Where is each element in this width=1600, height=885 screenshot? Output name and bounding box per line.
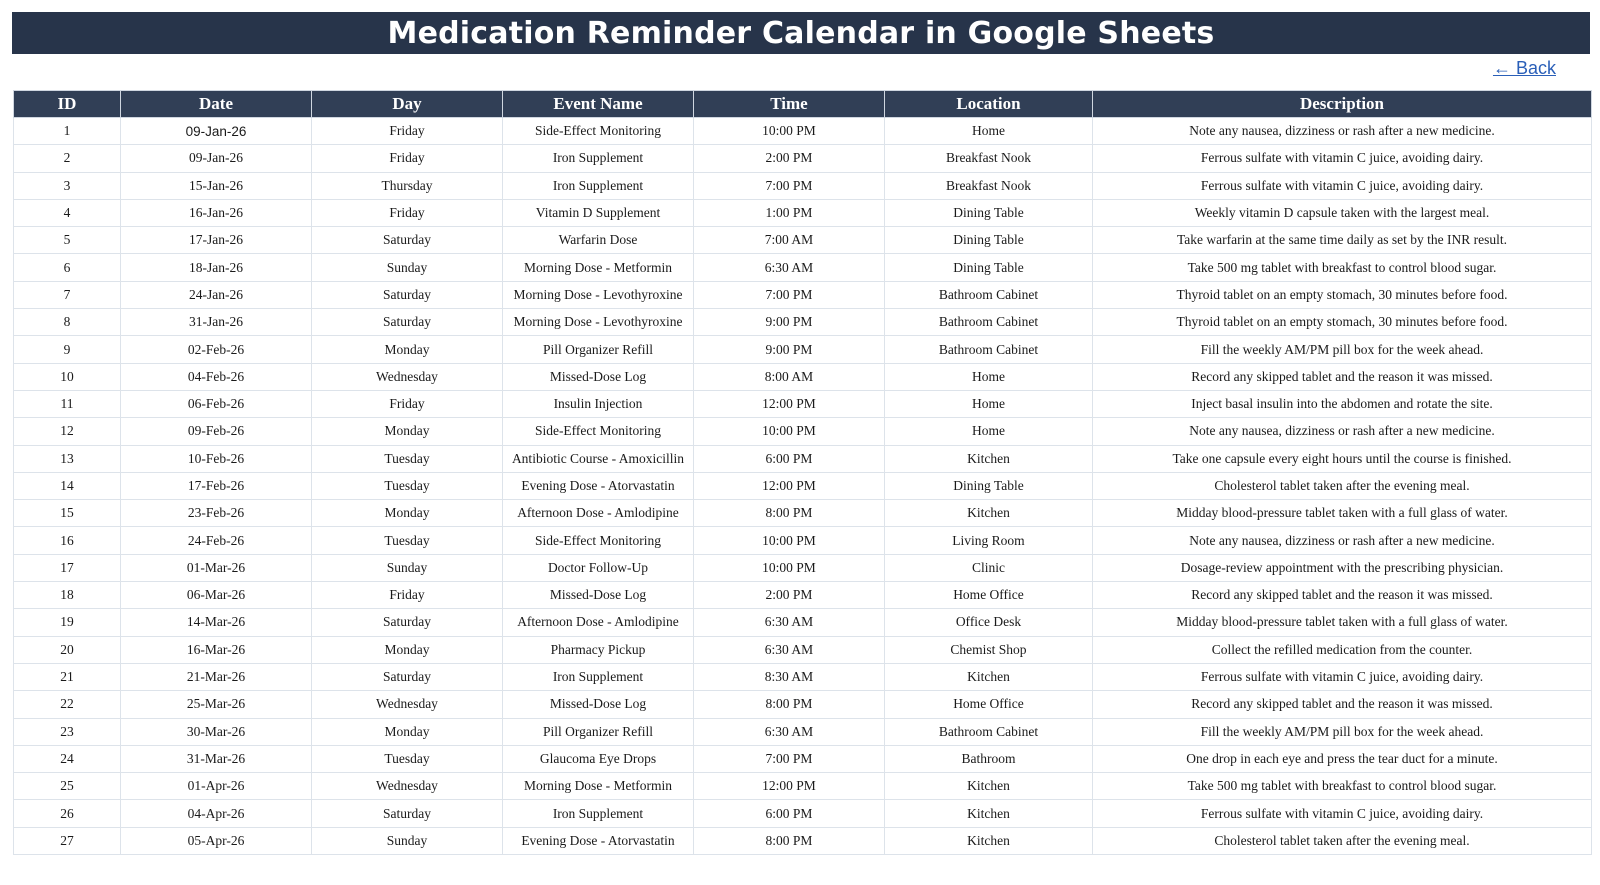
cell-time[interactable]: 6:30 AM: [694, 254, 885, 281]
cell-date[interactable]: 16-Jan-26: [121, 199, 312, 226]
cell-id[interactable]: 11: [14, 390, 121, 417]
table-row[interactable]: [14, 745, 1592, 772]
table-row[interactable]: [14, 527, 1592, 554]
cell-event-name[interactable]: Doctor Follow-Up: [503, 554, 694, 581]
cell-day[interactable]: Tuesday: [312, 472, 503, 499]
cell-id[interactable]: 10: [14, 363, 121, 390]
cell-event-name[interactable]: Evening Dose - Atorvastatin: [503, 472, 694, 499]
cell-date[interactable]: 14-Mar-26: [121, 609, 312, 636]
cell-date[interactable]: 01-Mar-26: [121, 554, 312, 581]
cell-day[interactable]: Saturday: [312, 609, 503, 636]
cell-event-name[interactable]: Iron Supplement: [503, 663, 694, 690]
cell-time[interactable]: 12:00 PM: [694, 773, 885, 800]
cell-event-name[interactable]: Insulin Injection: [503, 390, 694, 417]
cell-location[interactable]: Kitchen: [885, 500, 1093, 527]
cell-day[interactable]: Friday: [312, 145, 503, 172]
cell-location[interactable]: Dining Table: [885, 472, 1093, 499]
table-row[interactable]: [14, 227, 1592, 254]
cell-day[interactable]: Friday: [312, 582, 503, 609]
column-header-id[interactable]: ID: [14, 91, 121, 118]
cell-event-name[interactable]: Side-Effect Monitoring: [503, 118, 694, 145]
cell-location[interactable]: Kitchen: [885, 445, 1093, 472]
cell-date[interactable]: 18-Jan-26: [121, 254, 312, 281]
cell-location[interactable]: Office Desk: [885, 609, 1093, 636]
cell-description[interactable]: Ferrous sulfate with vitamin C juice, avoiding dairy.: [1093, 800, 1592, 827]
cell-day[interactable]: Friday: [312, 118, 503, 145]
column-header-time[interactable]: Time: [694, 91, 885, 118]
cell-description[interactable]: Record any skipped tablet and the reason it was missed.: [1093, 363, 1592, 390]
cell-location[interactable]: Bathroom Cabinet: [885, 281, 1093, 308]
cell-location[interactable]: Chemist Shop: [885, 636, 1093, 663]
cell-id[interactable]: 23: [14, 718, 121, 745]
table-row[interactable]: [14, 609, 1592, 636]
cell-event-name[interactable]: Morning Dose - Levothyroxine: [503, 309, 694, 336]
cell-time[interactable]: 2:00 PM: [694, 145, 885, 172]
cell-id[interactable]: 2: [14, 145, 121, 172]
cell-description[interactable]: Note any nausea, dizziness or rash after a new medicine.: [1093, 118, 1592, 145]
cell-day[interactable]: Friday: [312, 390, 503, 417]
cell-time[interactable]: 9:00 PM: [694, 309, 885, 336]
cell-event-name[interactable]: Missed-Dose Log: [503, 582, 694, 609]
cell-id[interactable]: 20: [14, 636, 121, 663]
cell-id[interactable]: 3: [14, 172, 121, 199]
cell-description[interactable]: Dosage-review appointment with the prescribing physician.: [1093, 554, 1592, 581]
cell-location[interactable]: Bathroom Cabinet: [885, 336, 1093, 363]
cell-event-name[interactable]: Afternoon Dose - Amlodipine: [503, 609, 694, 636]
cell-date[interactable]: 06-Feb-26: [121, 390, 312, 417]
cell-time[interactable]: 6:30 AM: [694, 609, 885, 636]
cell-location[interactable]: Kitchen: [885, 800, 1093, 827]
cell-date[interactable]: 17-Feb-26: [121, 472, 312, 499]
cell-description[interactable]: Fill the weekly AM/PM pill box for the week ahead.: [1093, 336, 1592, 363]
cell-day[interactable]: Tuesday: [312, 445, 503, 472]
cell-date[interactable]: 05-Apr-26: [121, 827, 312, 854]
cell-description[interactable]: Take 500 mg tablet with breakfast to control blood sugar.: [1093, 773, 1592, 800]
cell-description[interactable]: Weekly vitamin D capsule taken with the largest meal.: [1093, 199, 1592, 226]
cell-event-name[interactable]: Iron Supplement: [503, 172, 694, 199]
cell-description[interactable]: Take 500 mg tablet with breakfast to control blood sugar.: [1093, 254, 1592, 281]
cell-date[interactable]: 25-Mar-26: [121, 691, 312, 718]
cell-description[interactable]: Ferrous sulfate with vitamin C juice, avoiding dairy.: [1093, 663, 1592, 690]
cell-description[interactable]: Thyroid tablet on an empty stomach, 30 minutes before food.: [1093, 281, 1592, 308]
cell-event-name[interactable]: Missed-Dose Log: [503, 691, 694, 718]
cell-location[interactable]: Kitchen: [885, 663, 1093, 690]
cell-date[interactable]: 31-Jan-26: [121, 309, 312, 336]
table-row[interactable]: [14, 254, 1592, 281]
cell-id[interactable]: 24: [14, 745, 121, 772]
cell-event-name[interactable]: Iron Supplement: [503, 145, 694, 172]
cell-time[interactable]: 6:30 AM: [694, 636, 885, 663]
cell-id[interactable]: 19: [14, 609, 121, 636]
cell-id[interactable]: 22: [14, 691, 121, 718]
cell-time[interactable]: 6:00 PM: [694, 445, 885, 472]
cell-day[interactable]: Sunday: [312, 827, 503, 854]
cell-event-name[interactable]: Vitamin D Supplement: [503, 199, 694, 226]
table-row[interactable]: [14, 827, 1592, 854]
cell-id[interactable]: 13: [14, 445, 121, 472]
cell-date[interactable]: 02-Feb-26: [121, 336, 312, 363]
cell-id[interactable]: 26: [14, 800, 121, 827]
cell-date[interactable]: 24-Feb-26: [121, 527, 312, 554]
cell-id[interactable]: 25: [14, 773, 121, 800]
table-row[interactable]: [14, 418, 1592, 445]
cell-date[interactable]: 04-Feb-26: [121, 363, 312, 390]
cell-time[interactable]: 8:00 PM: [694, 500, 885, 527]
cell-location[interactable]: Bathroom: [885, 745, 1093, 772]
cell-description[interactable]: Thyroid tablet on an empty stomach, 30 minutes before food.: [1093, 309, 1592, 336]
cell-id[interactable]: 8: [14, 309, 121, 336]
cell-day[interactable]: Wednesday: [312, 363, 503, 390]
cell-description[interactable]: Ferrous sulfate with vitamin C juice, avoiding dairy.: [1093, 172, 1592, 199]
table-row[interactable]: [14, 390, 1592, 417]
cell-date[interactable]: 30-Mar-26: [121, 718, 312, 745]
cell-day[interactable]: Tuesday: [312, 745, 503, 772]
cell-date[interactable]: 09-Feb-26: [121, 418, 312, 445]
table-row[interactable]: [14, 718, 1592, 745]
table-row[interactable]: [14, 800, 1592, 827]
cell-id[interactable]: 14: [14, 472, 121, 499]
cell-time[interactable]: 10:00 PM: [694, 118, 885, 145]
cell-day[interactable]: Saturday: [312, 800, 503, 827]
cell-location[interactable]: Home: [885, 390, 1093, 417]
cell-description[interactable]: Note any nausea, dizziness or rash after a new medicine.: [1093, 527, 1592, 554]
cell-location[interactable]: Kitchen: [885, 773, 1093, 800]
table-row[interactable]: [14, 691, 1592, 718]
cell-event-name[interactable]: Side-Effect Monitoring: [503, 418, 694, 445]
cell-description[interactable]: One drop in each eye and press the tear duct for a minute.: [1093, 745, 1592, 772]
cell-date[interactable]: 17-Jan-26: [121, 227, 312, 254]
cell-description[interactable]: Fill the weekly AM/PM pill box for the week ahead.: [1093, 718, 1592, 745]
cell-location[interactable]: Home Office: [885, 691, 1093, 718]
cell-day[interactable]: Saturday: [312, 281, 503, 308]
cell-location[interactable]: Dining Table: [885, 227, 1093, 254]
cell-id[interactable]: 15: [14, 500, 121, 527]
cell-time[interactable]: 8:00 PM: [694, 827, 885, 854]
cell-day[interactable]: Wednesday: [312, 691, 503, 718]
cell-time[interactable]: 10:00 PM: [694, 527, 885, 554]
cell-description[interactable]: Inject basal insulin into the abdomen and rotate the site.: [1093, 390, 1592, 417]
table-row[interactable]: [14, 309, 1592, 336]
cell-date[interactable]: 16-Mar-26: [121, 636, 312, 663]
cell-description[interactable]: Record any skipped tablet and the reason it was missed.: [1093, 582, 1592, 609]
cell-description[interactable]: Midday blood-pressure tablet taken with a full glass of water.: [1093, 609, 1592, 636]
cell-location[interactable]: Dining Table: [885, 254, 1093, 281]
table-row[interactable]: [14, 582, 1592, 609]
cell-event-name[interactable]: Evening Dose - Atorvastatin: [503, 827, 694, 854]
cell-day[interactable]: Tuesday: [312, 527, 503, 554]
cell-time[interactable]: 9:00 PM: [694, 336, 885, 363]
table-row[interactable]: [14, 281, 1592, 308]
cell-time[interactable]: 7:00 PM: [694, 745, 885, 772]
cell-time[interactable]: 8:30 AM: [694, 663, 885, 690]
cell-event-name[interactable]: Morning Dose - Levothyroxine: [503, 281, 694, 308]
cell-location[interactable]: Bathroom Cabinet: [885, 718, 1093, 745]
cell-date[interactable]: 06-Mar-26: [121, 582, 312, 609]
page-title: Medication Reminder Calendar in Google Sheets: [12, 12, 1590, 54]
cell-day[interactable]: Friday: [312, 199, 503, 226]
cell-date[interactable]: 24-Jan-26: [121, 281, 312, 308]
cell-day[interactable]: Wednesday: [312, 773, 503, 800]
table-row[interactable]: [14, 500, 1592, 527]
cell-location[interactable]: Breakfast Nook: [885, 145, 1093, 172]
cell-description[interactable]: Collect the refilled medication from the counter.: [1093, 636, 1592, 663]
cell-id[interactable]: 16: [14, 527, 121, 554]
table-row[interactable]: [14, 445, 1592, 472]
column-header-location[interactable]: Location: [885, 91, 1093, 118]
cell-event-name[interactable]: Warfarin Dose: [503, 227, 694, 254]
cell-description[interactable]: Cholesterol tablet taken after the evening meal.: [1093, 827, 1592, 854]
cell-date[interactable]: 09-Jan-26: [121, 145, 312, 172]
cell-day[interactable]: Sunday: [312, 254, 503, 281]
cell-description[interactable]: Note any nausea, dizziness or rash after a new medicine.: [1093, 418, 1592, 445]
column-header-day[interactable]: Day: [312, 91, 503, 118]
cell-date[interactable]: 04-Apr-26: [121, 800, 312, 827]
cell-id[interactable]: 27: [14, 827, 121, 854]
cell-date[interactable]: 15-Jan-26: [121, 172, 312, 199]
cell-time[interactable]: 12:00 PM: [694, 472, 885, 499]
cell-location[interactable]: Home: [885, 118, 1093, 145]
cell-location[interactable]: Home Office: [885, 582, 1093, 609]
cell-description[interactable]: Midday blood-pressure tablet taken with a full glass of water.: [1093, 500, 1592, 527]
table-row[interactable]: [14, 554, 1592, 581]
cell-date[interactable]: 21-Mar-26: [121, 663, 312, 690]
cell-id[interactable]: 6: [14, 254, 121, 281]
cell-time[interactable]: 12:00 PM: [694, 390, 885, 417]
cell-id[interactable]: 12: [14, 418, 121, 445]
column-header-description[interactable]: Description: [1093, 91, 1592, 118]
cell-date[interactable]: 01-Apr-26: [121, 773, 312, 800]
cell-id[interactable]: 4: [14, 199, 121, 226]
cell-event-name[interactable]: Side-Effect Monitoring: [503, 527, 694, 554]
table-header-row: [14, 91, 1592, 118]
table-body: [14, 118, 1592, 855]
cell-time[interactable]: 8:00 PM: [694, 691, 885, 718]
cell-location[interactable]: Bathroom Cabinet: [885, 309, 1093, 336]
cell-day[interactable]: Monday: [312, 500, 503, 527]
cell-time[interactable]: 8:00 AM: [694, 363, 885, 390]
cell-id[interactable]: 17: [14, 554, 121, 581]
cell-day[interactable]: Thursday: [312, 172, 503, 199]
table-row[interactable]: [14, 363, 1592, 390]
cell-id[interactable]: 9: [14, 336, 121, 363]
cell-day[interactable]: Monday: [312, 718, 503, 745]
cell-time[interactable]: 6:30 AM: [694, 718, 885, 745]
cell-event-name[interactable]: Iron Supplement: [503, 800, 694, 827]
cell-day[interactable]: Monday: [312, 336, 503, 363]
table-row[interactable]: [14, 636, 1592, 663]
cell-day[interactable]: Sunday: [312, 554, 503, 581]
cell-date[interactable]: 23-Feb-26: [121, 500, 312, 527]
cell-description[interactable]: Take one capsule every eight hours until the course is finished.: [1093, 445, 1592, 472]
cell-event-name[interactable]: Morning Dose - Metformin: [503, 773, 694, 800]
cell-description[interactable]: Ferrous sulfate with vitamin C juice, avoiding dairy.: [1093, 145, 1592, 172]
cell-id[interactable]: 18: [14, 582, 121, 609]
cell-date[interactable]: 10-Feb-26: [121, 445, 312, 472]
cell-time[interactable]: 2:00 PM: [694, 582, 885, 609]
cell-time[interactable]: 1:00 PM: [694, 199, 885, 226]
cell-time[interactable]: 10:00 PM: [694, 418, 885, 445]
cell-description[interactable]: Take warfarin at the same time daily as set by the INR result.: [1093, 227, 1592, 254]
cell-event-name[interactable]: Afternoon Dose - Amlodipine: [503, 500, 694, 527]
cell-location[interactable]: Home: [885, 418, 1093, 445]
cell-location[interactable]: Home: [885, 363, 1093, 390]
cell-event-name[interactable]: Pill Organizer Refill: [503, 718, 694, 745]
table-row[interactable]: [14, 172, 1592, 199]
column-header-event-name[interactable]: Event Name: [503, 91, 694, 118]
cell-id[interactable]: 1: [14, 118, 121, 145]
cell-day[interactable]: Saturday: [312, 663, 503, 690]
column-header-date[interactable]: Date: [121, 91, 312, 118]
table-row[interactable]: [14, 336, 1592, 363]
table-row[interactable]: [14, 472, 1592, 499]
cell-event-name[interactable]: Antibiotic Course - Amoxicillin: [503, 445, 694, 472]
cell-location[interactable]: Kitchen: [885, 827, 1093, 854]
cell-location[interactable]: Living Room: [885, 527, 1093, 554]
cell-time[interactable]: 7:00 PM: [694, 172, 885, 199]
cell-date[interactable]: 09-Jan-26: [121, 118, 312, 145]
cell-time[interactable]: 7:00 PM: [694, 281, 885, 308]
cell-location[interactable]: Clinic: [885, 554, 1093, 581]
cell-event-name[interactable]: Morning Dose - Metformin: [503, 254, 694, 281]
cell-time[interactable]: 10:00 PM: [694, 554, 885, 581]
table-row[interactable]: [14, 199, 1592, 226]
cell-date[interactable]: 31-Mar-26: [121, 745, 312, 772]
table-row[interactable]: [14, 145, 1592, 172]
cell-event-name[interactable]: Glaucoma Eye Drops: [503, 745, 694, 772]
cell-time[interactable]: 6:00 PM: [694, 800, 885, 827]
cell-day[interactable]: Monday: [312, 636, 503, 663]
back-link[interactable]: ← Back: [1492, 58, 1556, 78]
table-row[interactable]: [14, 118, 1592, 145]
cell-day[interactable]: Saturday: [312, 227, 503, 254]
cell-id[interactable]: 5: [14, 227, 121, 254]
cell-day[interactable]: Monday: [312, 418, 503, 445]
table-row[interactable]: [14, 663, 1592, 690]
cell-time[interactable]: 7:00 AM: [694, 227, 885, 254]
cell-location[interactable]: Breakfast Nook: [885, 172, 1093, 199]
medication-table: [13, 90, 1592, 855]
cell-id[interactable]: 21: [14, 663, 121, 690]
cell-location[interactable]: Dining Table: [885, 199, 1093, 226]
cell-day[interactable]: Saturday: [312, 309, 503, 336]
cell-event-name[interactable]: Pharmacy Pickup: [503, 636, 694, 663]
cell-description[interactable]: Cholesterol tablet taken after the evening meal.: [1093, 472, 1592, 499]
cell-event-name[interactable]: Missed-Dose Log: [503, 363, 694, 390]
cell-description[interactable]: Record any skipped tablet and the reason it was missed.: [1093, 691, 1592, 718]
cell-id[interactable]: 7: [14, 281, 121, 308]
table-row[interactable]: [14, 773, 1592, 800]
medication-table-container: [13, 90, 1591, 855]
cell-event-name[interactable]: Pill Organizer Refill: [503, 336, 694, 363]
